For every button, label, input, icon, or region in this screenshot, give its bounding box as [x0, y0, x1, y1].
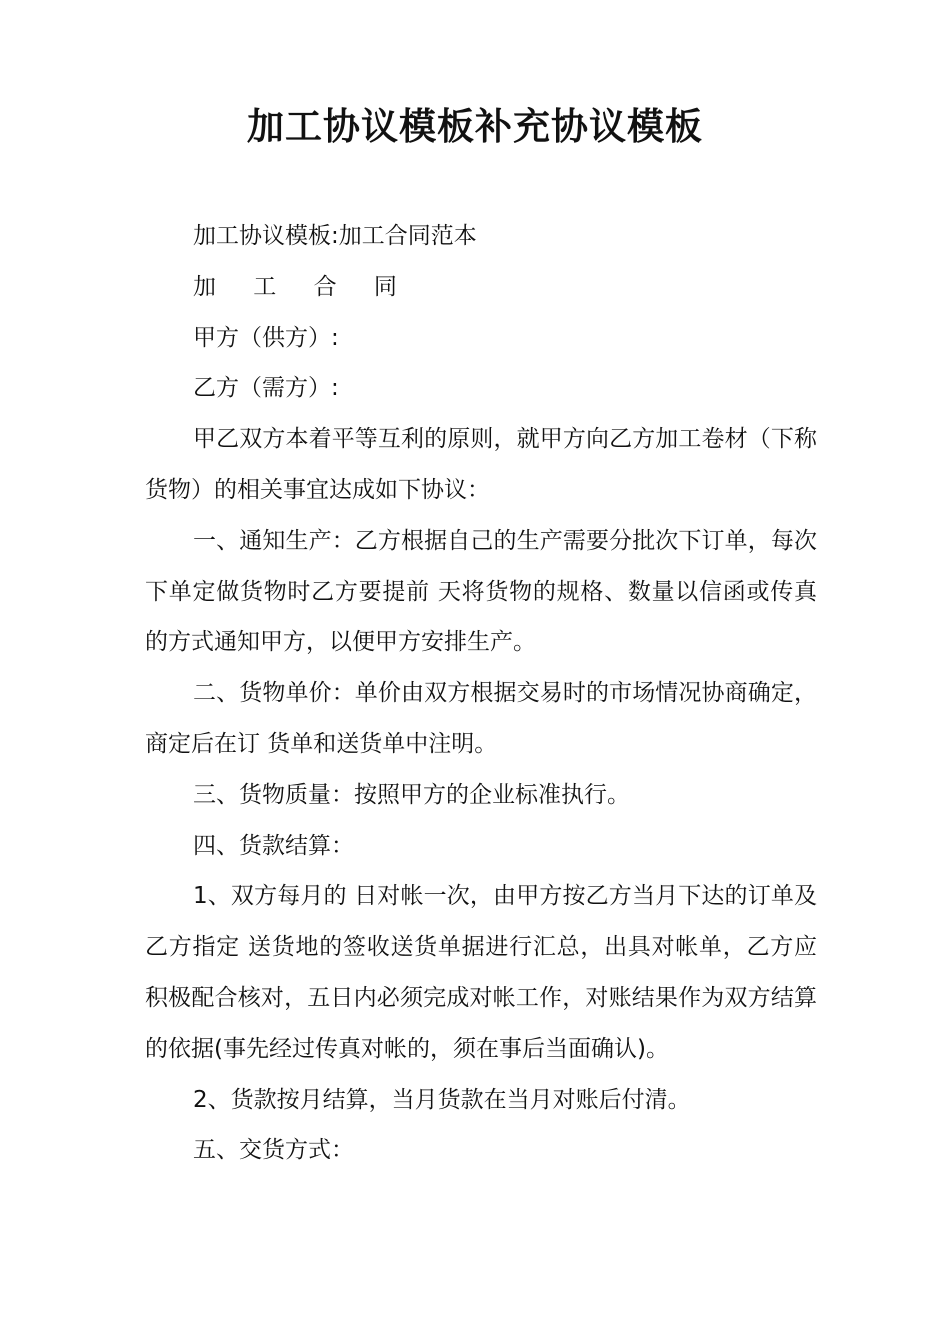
paragraph-clause-4: 四、货款结算：: [193, 832, 354, 859]
paragraph-party-b: 乙方（需方）:: [193, 375, 339, 402]
paragraph-subtitle: 加工协议模板:加工合同范本: [193, 223, 477, 249]
paragraph-clause-2: 二、货物单价：单价由双方根据交易时的市场情况协商确定，商定后在订 货单和送货单中注明。: [145, 680, 817, 757]
paragraph-clause-4-item-2: 2、货款按月结算，当月货款在当月对账后付清。: [193, 1086, 691, 1113]
paragraph-contract-heading: 加 工 合 同: [193, 273, 412, 300]
document-title: 加工协议模板补充协议模板: [247, 105, 703, 148]
document-body: [145, 211, 817, 1176]
paragraph-clause-3: 三、货物质量：按照甲方的企业标准执行。: [193, 781, 630, 808]
paragraph-clause-1: 一、通知生产：乙方根据自己的生产需要分批次下订单，每次下单定做货物时乙方要提前 天将货物的规格、数量以信函或传真的方式通知甲方，以便甲方安排生产。: [145, 527, 817, 656]
paragraph-party-a: 甲方（供方）:: [193, 324, 339, 351]
paragraph-clause-4-item-1: 1、双方每月的 日对帐一次，由甲方按乙方当月下达的订单及乙方指定 送货地的签收送货单据进行汇总，出具对帐单，乙方应积极配合核对，五日内必须完成对帐工作，对账结果作为双方结算的依据(事先经过传真对帐的，须在事后当面确认)。: [145, 883, 817, 1062]
paragraph-preamble: 甲乙双方本着平等互利的原则，就甲方向乙方加工卷材（下称货物）的相关事宜达成如下协议：: [145, 426, 817, 503]
paragraph-clause-5: 五、交货方式：: [193, 1137, 354, 1164]
